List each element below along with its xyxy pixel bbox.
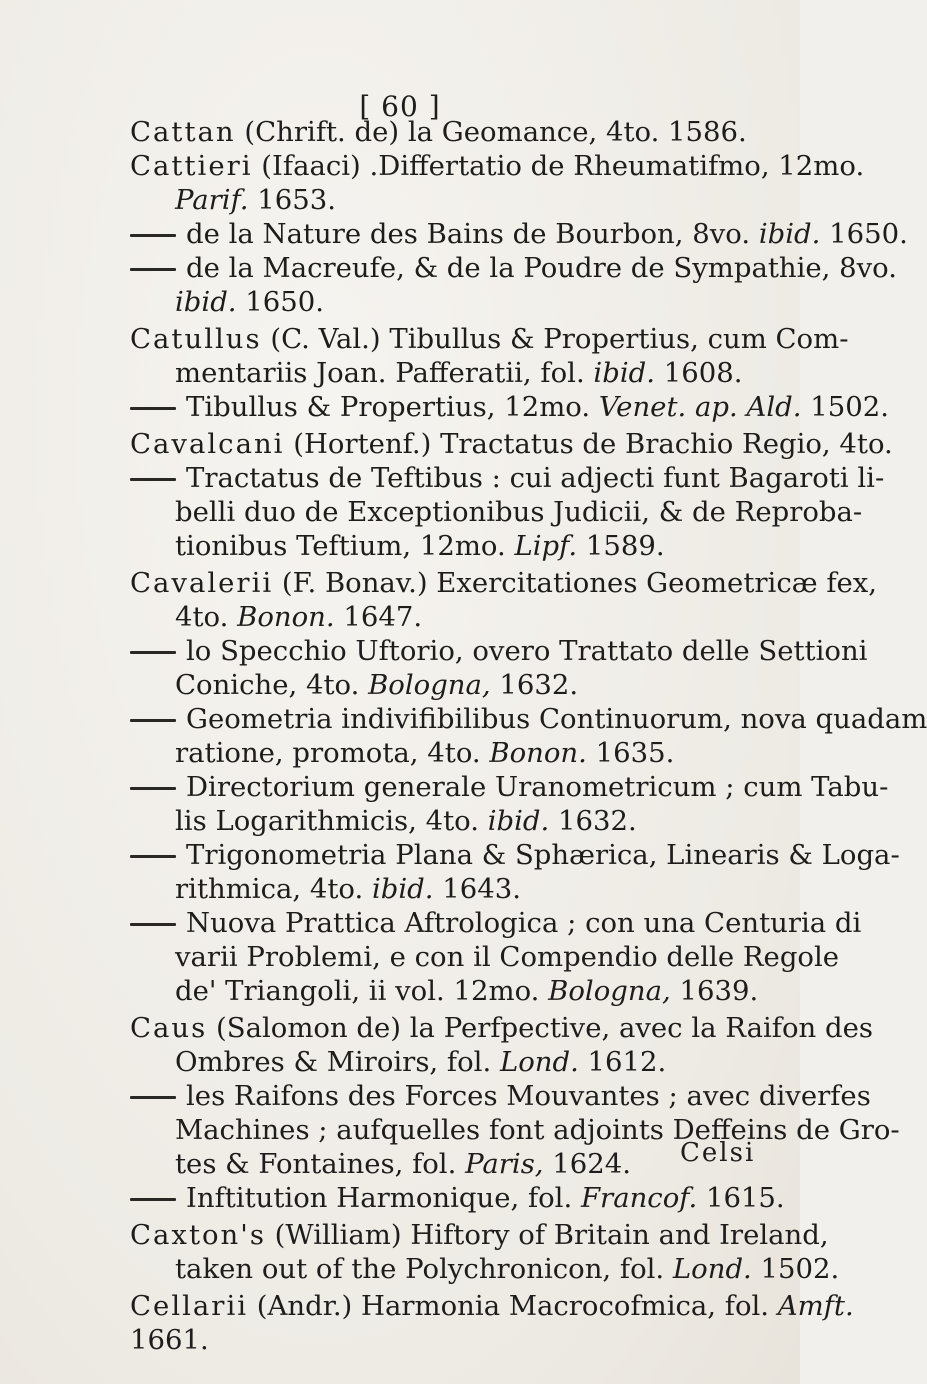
catalog-line: [175, 285, 324, 319]
entry-text: (Ifaaci) .Differtatio de Rheumatifmo, 12mo.: [252, 150, 865, 182]
entry-text: de la Nature des Bains de Bourbon, 8vo.: [186, 218, 759, 250]
catalog-line: [175, 356, 742, 390]
entry-text: tionibus Teftium, 12mo.: [175, 530, 515, 562]
entry-text: Inftitution Harmonique, fol.: [186, 1182, 581, 1214]
entry-author: Cavalerii: [130, 567, 274, 599]
catalog-line: [130, 217, 908, 251]
catalog-line: [130, 838, 900, 872]
entry-text: (Andr.) Harmonia Macrocofmica, fol.: [248, 1290, 778, 1322]
catalog-line: [130, 770, 888, 804]
imprint-place: ibid.: [371, 873, 434, 905]
entry-text: ratione, promota, 4to.: [175, 737, 490, 769]
ditto-dash: [130, 787, 176, 790]
imprint-place: ibid.: [487, 805, 550, 837]
catalog-line: [130, 1181, 785, 1215]
catalog-line: [130, 1289, 854, 1323]
catalog-line: [175, 668, 578, 702]
entry-text: de la Macreufe, & de la Poudre de Sympathie, 8vo.: [186, 252, 897, 284]
entry-text: mentariis Joan. Pafferatii, fol.: [175, 357, 594, 389]
catalog-line: [175, 940, 839, 974]
entry-text: Tractatus de Teftibus : cui adjecti funt Bagaroti li-: [186, 462, 885, 494]
entry-text: 1612.: [578, 1046, 667, 1078]
imprint-place: Paris,: [465, 1148, 544, 1180]
entry-text: 1502.: [801, 391, 889, 423]
entry-text: belli duo de Exceptionibus Judicii, & de Reproba-: [175, 496, 863, 528]
imprint-place: Lipf.: [514, 530, 578, 562]
entry-author: Catullus: [130, 323, 262, 355]
entry-text: tes & Fontaines, fol.: [175, 1148, 466, 1180]
entry-text: (Salomon de) la Perfpective, avec la Raifon des: [207, 1012, 873, 1044]
entry-text: 1502.: [751, 1253, 840, 1285]
entry-author: Caus: [130, 1012, 208, 1044]
catalog-line: [175, 1147, 631, 1181]
entry-text: 1643.: [433, 873, 521, 905]
entry-text: 1608.: [654, 357, 743, 389]
imprint-place: ibid.: [175, 286, 237, 318]
entry-author: Cellarii: [130, 1290, 249, 1322]
catalog-line: [130, 461, 884, 495]
imprint-place: Bonon.: [237, 601, 335, 633]
catalog-line: [175, 974, 758, 1008]
catalog-line: [130, 390, 889, 424]
entry-text: (F. Bonav.) Exercitationes Geometricæ fex,: [273, 567, 878, 599]
imprint-place: Bonon.: [489, 737, 587, 769]
catalog-line: [130, 115, 747, 149]
entry-text: Geometria indivifibilibus Continuorum, nova quadam: [186, 703, 927, 735]
catalog-line: [175, 495, 862, 529]
page-number: [ 60 ]: [359, 90, 441, 123]
catalog-line: [130, 322, 848, 356]
entry-author: Cattieri: [130, 150, 253, 182]
entry-author: Cattan: [130, 116, 236, 148]
catalog-line: [175, 529, 665, 563]
entry-text: 1632.: [549, 805, 637, 837]
entry-text: lo Specchio Uftorio, overo Trattato delle Settioni: [186, 635, 868, 667]
ditto-dash: [130, 719, 176, 722]
entry-text: Machines ; aufquelles font adjoints Deffeins de Gro-: [175, 1114, 900, 1146]
catchword: Celsi: [680, 1138, 756, 1168]
entry-text: (William) Hiftory of Britain and Ireland,: [265, 1219, 829, 1251]
entry-text: 4to.: [175, 601, 238, 633]
catalog-line: [175, 1252, 839, 1286]
imprint-place: ibid.: [593, 357, 655, 389]
catalog-line: [130, 702, 927, 736]
entry-text: 1589.: [577, 530, 665, 562]
catalog-line: [130, 149, 864, 183]
entry-text: 1653.: [248, 184, 337, 216]
entry-text: lis Logarithmicis, 4to.: [175, 805, 488, 837]
entry-text: (C. Val.) Tibullus & Propertius, cum Com-: [261, 323, 849, 355]
entry-text: 1632.: [490, 669, 579, 701]
imprint-place: Bologna,: [368, 669, 491, 701]
entry-author: Cavalcani: [130, 428, 285, 460]
entry-text: de' Triangoli, ii vol. 12mo.: [175, 975, 549, 1007]
catalog-line: [130, 1323, 209, 1357]
catalog-line: [175, 600, 422, 634]
entry-text: Nuova Prattica Aftrologica ; con una Centuria di: [186, 907, 862, 939]
entry-text: 1650.: [820, 218, 908, 250]
catalog-line: [130, 427, 893, 461]
imprint-place: Lond.: [672, 1253, 752, 1285]
entry-text: 1624.: [543, 1148, 632, 1180]
ditto-dash: [130, 478, 176, 481]
ditto-dash: [130, 234, 176, 237]
ditto-dash: [130, 268, 176, 271]
catalog-line: [130, 906, 861, 940]
imprint-place: Lond.: [499, 1046, 579, 1078]
entry-text: Trigonometria Plana & Sphærica, Linearis & Loga-: [186, 839, 900, 871]
entry-text: les Raifons des Forces Mouvantes ; avec diverfes: [186, 1080, 871, 1112]
entry-text: rithmica, 4to.: [175, 873, 372, 905]
imprint-place: Venet. ap. Ald.: [598, 391, 802, 423]
entry-text: 1647.: [334, 601, 423, 633]
entry-text: Ombres & Miroirs, fol.: [175, 1046, 500, 1078]
catalog-line: [130, 634, 867, 668]
catalog-line: [175, 872, 521, 906]
catalog-line: [130, 251, 897, 285]
entry-text: Coniche, 4to.: [175, 669, 369, 701]
catalog-line: [175, 736, 674, 770]
entry-text: 1661.: [130, 1324, 209, 1356]
entry-text: Directorium generale Uranometricum ; cum Tabu-: [186, 771, 889, 803]
entry-text: (Hortenf.) Tractatus de Brachio Regio, 4to.: [284, 428, 893, 460]
entry-text: 1650.: [236, 286, 325, 318]
imprint-place: Bologna,: [548, 975, 671, 1007]
entry-text: 1635.: [586, 737, 675, 769]
entry-text: taken out of the Polychronicon, fol.: [175, 1253, 673, 1285]
ditto-dash: [130, 1096, 176, 1099]
entry-text: 1639.: [670, 975, 759, 1007]
ditto-dash: [130, 855, 176, 858]
imprint-place: Francof.: [580, 1182, 698, 1214]
catalog-line: [175, 183, 336, 217]
entry-text: Tibullus & Propertius, 12mo.: [186, 391, 599, 423]
catalog-line: [130, 1079, 871, 1113]
imprint-place: Parif.: [175, 184, 249, 216]
imprint-place: Amft.: [777, 1290, 854, 1322]
catalog-line: [130, 1011, 873, 1045]
imprint-place: ibid.: [758, 218, 821, 250]
catalog-line: [175, 1045, 666, 1079]
ditto-dash: [130, 651, 176, 654]
ditto-dash: [130, 1198, 176, 1201]
ditto-dash: [130, 923, 176, 926]
entry-author: Caxton's: [130, 1219, 266, 1251]
entry-text: (Chrift. de) la Geomance, 4to. 1586.: [235, 116, 747, 148]
entry-text: 1615.: [697, 1182, 785, 1214]
catalog-line: [130, 566, 877, 600]
entry-text: varii Problemi, e con il Compendio delle Regole: [175, 941, 840, 973]
catalog-line: [130, 1218, 829, 1252]
catalog-line: [175, 804, 637, 838]
catalog-line: [175, 1113, 900, 1147]
ditto-dash: [130, 407, 176, 410]
